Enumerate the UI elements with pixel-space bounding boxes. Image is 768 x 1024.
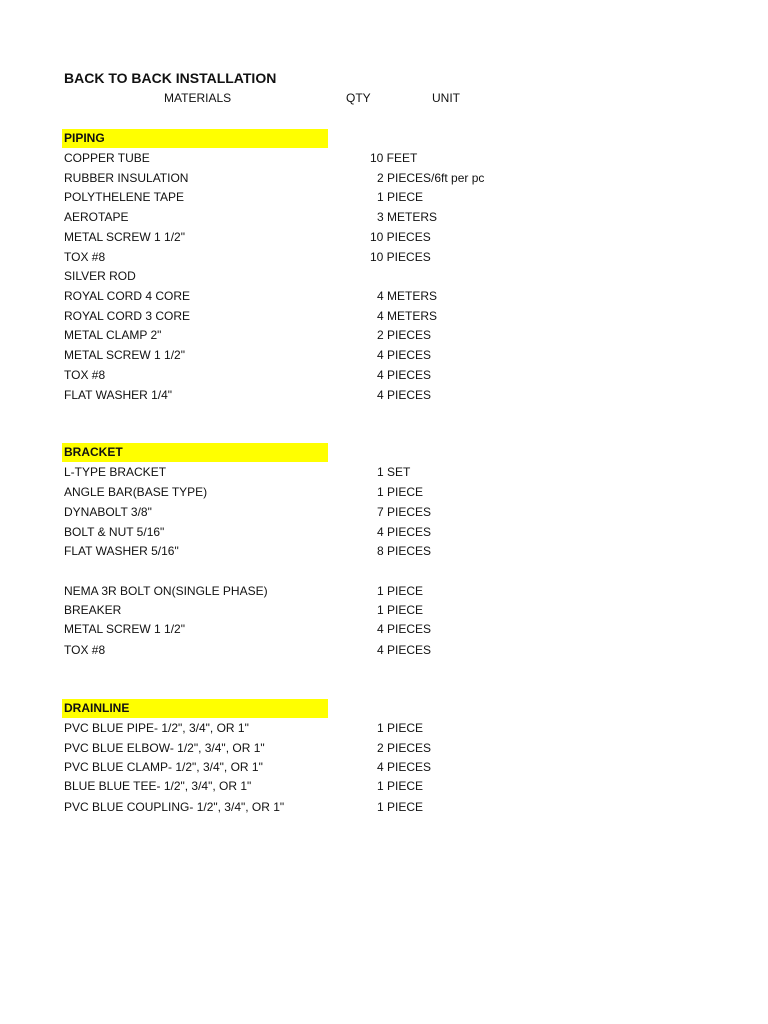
material-name: TOX #8	[64, 250, 106, 264]
material-name: POLYTHELENE TAPE	[64, 190, 185, 204]
material-name: ANGLE BAR(BASE TYPE)	[64, 485, 208, 499]
material-name: METAL SCREW 1 1/2"	[64, 348, 185, 362]
material-qty: 4 PIECES	[377, 643, 432, 657]
material-name: ROYAL CORD 3 CORE	[64, 309, 191, 323]
material-name: METAL SCREW 1 1/2"	[64, 230, 185, 244]
material-name: NEMA 3R BOLT ON(SINGLE PHASE)	[64, 584, 268, 598]
material-qty: 2 PIECES	[377, 328, 432, 342]
section-header-bracket: BRACKET	[62, 443, 328, 462]
material-name: METAL SCREW 1 1/2"	[64, 622, 185, 636]
material-qty: 4 PIECES	[377, 368, 432, 382]
material-name: ROYAL CORD 4 CORE	[64, 289, 191, 303]
material-name: BREAKER	[64, 603, 122, 617]
document-title: BACK TO BACK INSTALLATION	[64, 70, 277, 86]
material-qty: 4 PIECES	[377, 525, 432, 539]
material-qty: 10 PIECES	[370, 230, 431, 244]
material-name: FLAT WASHER 5/16"	[64, 544, 179, 558]
header-unit: UNIT	[432, 91, 460, 105]
material-qty: 1 PIECE	[377, 584, 424, 598]
header-materials: MATERIALS	[164, 91, 232, 105]
material-name: PVC BLUE COUPLING- 1/2", 3/4", OR 1"	[64, 800, 285, 814]
header-qty: QTY	[346, 91, 371, 105]
material-qty: 4 PIECES	[377, 388, 432, 402]
material-name: PVC BLUE PIPE- 1/2", 3/4", OR 1"	[64, 721, 249, 735]
section-header-drainline: DRAINLINE	[62, 699, 328, 718]
material-name: PVC BLUE CLAMP- 1/2", 3/4", OR 1"	[64, 760, 263, 774]
material-qty: 4 PIECES	[377, 760, 432, 774]
material-qty: 3 METERS	[377, 210, 438, 224]
material-name: FLAT WASHER 1/4"	[64, 388, 173, 402]
material-qty: 8 PIECES	[377, 544, 432, 558]
material-name: RUBBER INSULATION	[64, 171, 189, 185]
material-name: SILVER ROD	[64, 269, 136, 283]
material-qty: 1 PIECE	[377, 603, 424, 617]
section-header-piping: PIPING	[62, 129, 328, 148]
material-name: COPPER TUBE	[64, 151, 150, 165]
material-qty: 2 PIECES	[377, 741, 432, 755]
material-qty: 2 PIECES/6ft per pc	[377, 171, 485, 185]
material-qty: 1 PIECE	[377, 800, 424, 814]
material-name: PVC BLUE ELBOW- 1/2", 3/4", OR 1"	[64, 741, 265, 755]
material-name: L-TYPE BRACKET	[64, 465, 167, 479]
material-qty: 4 METERS	[377, 309, 438, 323]
material-qty: 4 METERS	[377, 289, 438, 303]
material-name: METAL CLAMP 2"	[64, 328, 162, 342]
material-qty: 1 PIECE	[377, 779, 424, 793]
material-name: AEROTAPE	[64, 210, 129, 224]
material-qty: 10 FEET	[370, 151, 418, 165]
material-name: TOX #8	[64, 368, 106, 382]
material-qty: 1 PIECE	[377, 721, 424, 735]
material-name: TOX #8	[64, 643, 106, 657]
material-name: BLUE BLUE TEE- 1/2", 3/4", OR 1"	[64, 779, 252, 793]
material-qty: 7 PIECES	[377, 505, 432, 519]
material-qty: 4 PIECES	[377, 622, 432, 636]
material-qty: 4 PIECES	[377, 348, 432, 362]
material-name: BOLT & NUT 5/16"	[64, 525, 165, 539]
material-qty: 10 PIECES	[370, 250, 431, 264]
material-qty: 1 SET	[377, 465, 411, 479]
material-name: DYNABOLT 3/8"	[64, 505, 152, 519]
material-qty: 1 PIECE	[377, 485, 424, 499]
material-qty: 1 PIECE	[377, 190, 424, 204]
